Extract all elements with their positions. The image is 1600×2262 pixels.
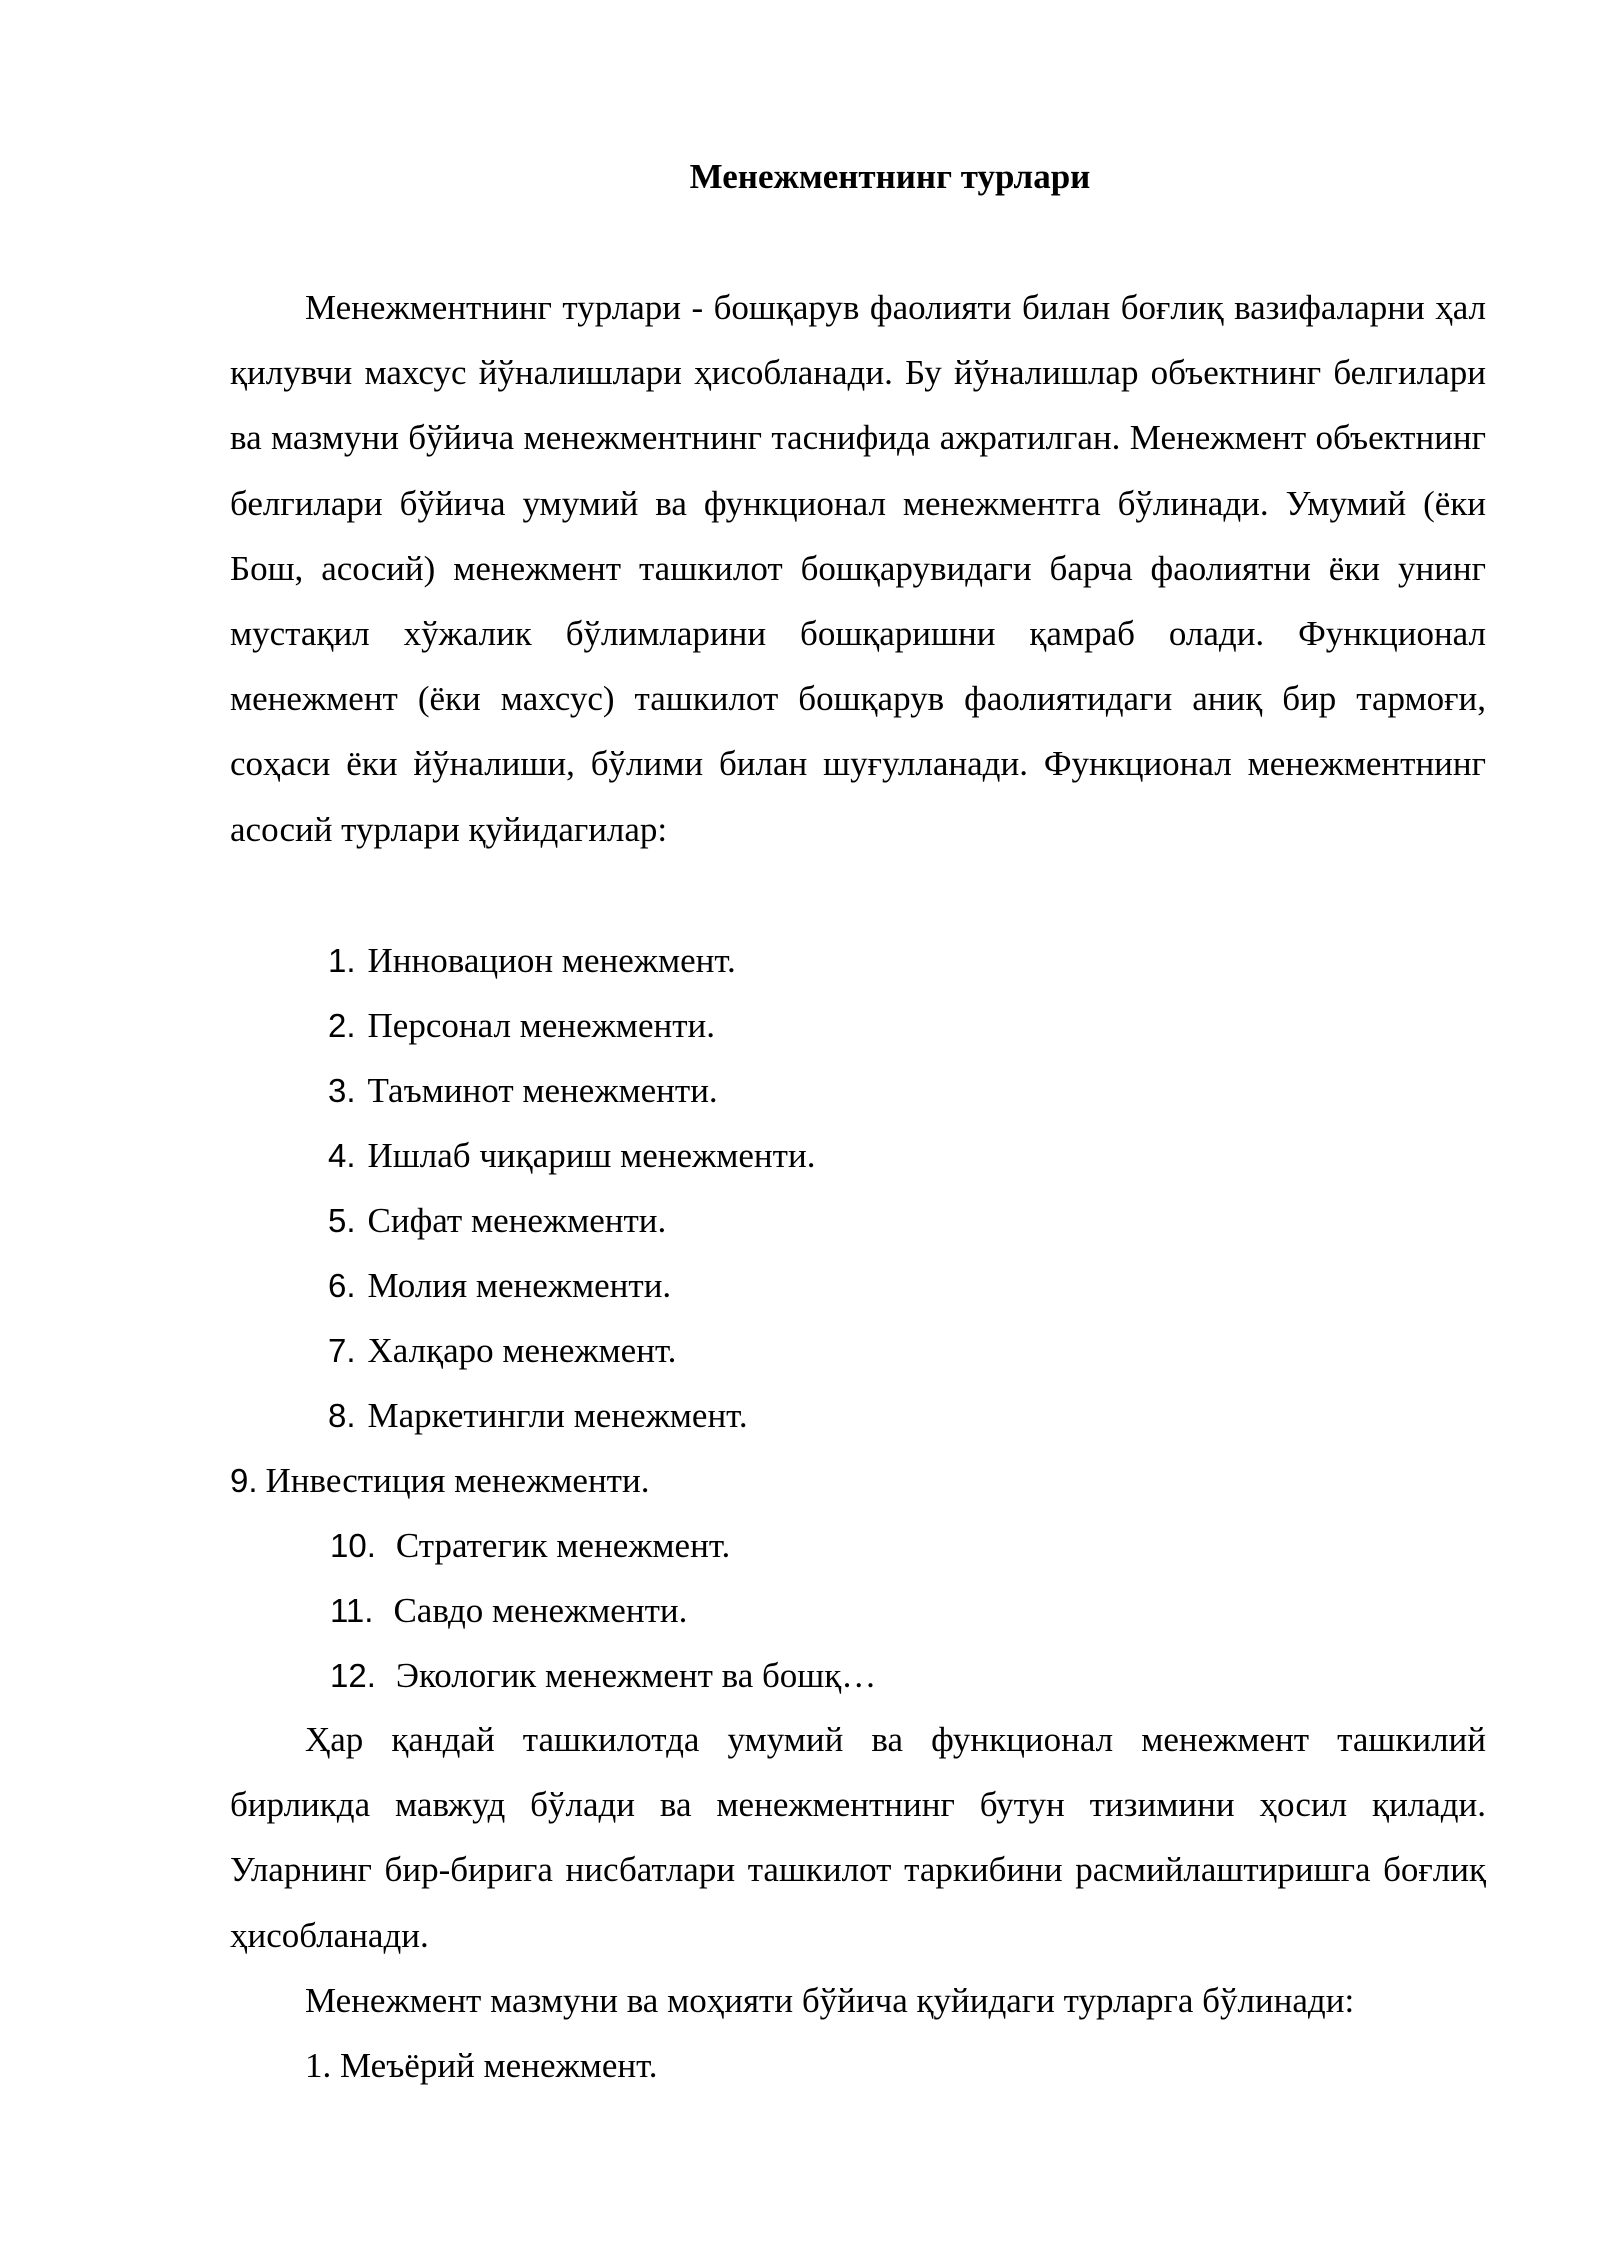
intro-paragraph: Менежментнинг турлари - бошқарув фаолияти билан боғлиқ вазифаларни ҳал қилувчи махсус йўналишлари ҳисобланади. Бу йўналишлар объектнинг белгилари ва мазмуни бўйича менежментнинг таснифида ажратилган. Менежмент объектнинг белгилари бўйича умумий ва функционал менежментга бўлинади. Умумий (ёки Бош, асосий) менежмент ташкилот бошқарувидаги барча фаолиятни ёки унинг мустақил хўжалик бўлимларини бошқаришни қамраб олади. Функционал менежмент (ёки махсус) ташкилот бошқарув фаолиятидаги аниқ бир тармоғи, соҳаси ёки йўналиши, бўлими билан шуғулланади. Функционал менежментнинг асосий турлари қуйидагилар: [230, 288, 1486, 849]
list-item [328, 1330, 676, 1372]
closing-paragraph: Ҳар қандай ташкилотда умумий ва функционал менежмент ташкилий бирликда мавжуд бўлади ва менежментнинг бутун тизимини ҳосил қилади. Уларнинг бир-бирига нисбатлари ташкилот таркибини расмийлаштиришга боғлиқ ҳисобланади. [230, 1720, 1486, 1955]
list-item-number: 2. [328, 1007, 356, 1044]
list-item-number: 12. [330, 1657, 376, 1694]
list-item-number: 11. [330, 1592, 374, 1629]
content-intro-line: Менежмент мазмуни ва моҳияти бўйича қуйидаги турларга бўлинади: [305, 1981, 1355, 2020]
list-item-number: 8. [328, 1397, 356, 1434]
list-item-text: Инвестиция менежменти. [265, 1461, 650, 1500]
list-item-number: 3. [328, 1072, 356, 1109]
content-first-item: 1. Меъёрий менежмент. [305, 2046, 658, 2085]
list-item-text: Сифат менежменти. [367, 1201, 667, 1240]
list-item-text: Молия менежменти. [367, 1266, 672, 1305]
list-item-number: 6. [328, 1267, 356, 1304]
list-item [330, 1590, 687, 1632]
list-item-text: Инновацион менежмент. [367, 941, 736, 980]
list-item [328, 1395, 748, 1437]
list-item-text: Савдо менежменти. [393, 1591, 688, 1630]
list-item [328, 1005, 715, 1047]
list-item [328, 1135, 815, 1177]
document-title: Менежментнинг турлари [689, 157, 1091, 196]
list-item-number: 7. [328, 1332, 356, 1369]
list-item [328, 940, 736, 982]
list-item-text: Таъминот менежменти. [367, 1071, 718, 1110]
list-item-number: 5. [328, 1202, 356, 1239]
list-item-number: 10. [330, 1527, 376, 1564]
list-item [328, 1265, 671, 1307]
list-item [330, 1655, 876, 1697]
list-item [230, 1460, 649, 1502]
list-item-text: Стратегик менежмент. [395, 1526, 731, 1565]
list-item-text: Экологик менежмент ва бошқ… [395, 1656, 877, 1695]
list-item-text: Халқаро менежмент. [367, 1331, 677, 1370]
list-item [330, 1525, 730, 1567]
list-item [328, 1200, 666, 1242]
list-item-text: Маркетингли менежмент. [367, 1396, 748, 1435]
list-item [328, 1070, 718, 1112]
list-item-text: Ишлаб чиқариш менежменти. [367, 1136, 816, 1175]
list-item-text: Персонал менежменти. [367, 1006, 715, 1045]
list-item-number: 4. [328, 1137, 356, 1174]
list-item-number: 9. [230, 1462, 258, 1499]
list-item-number: 1. [328, 942, 356, 979]
